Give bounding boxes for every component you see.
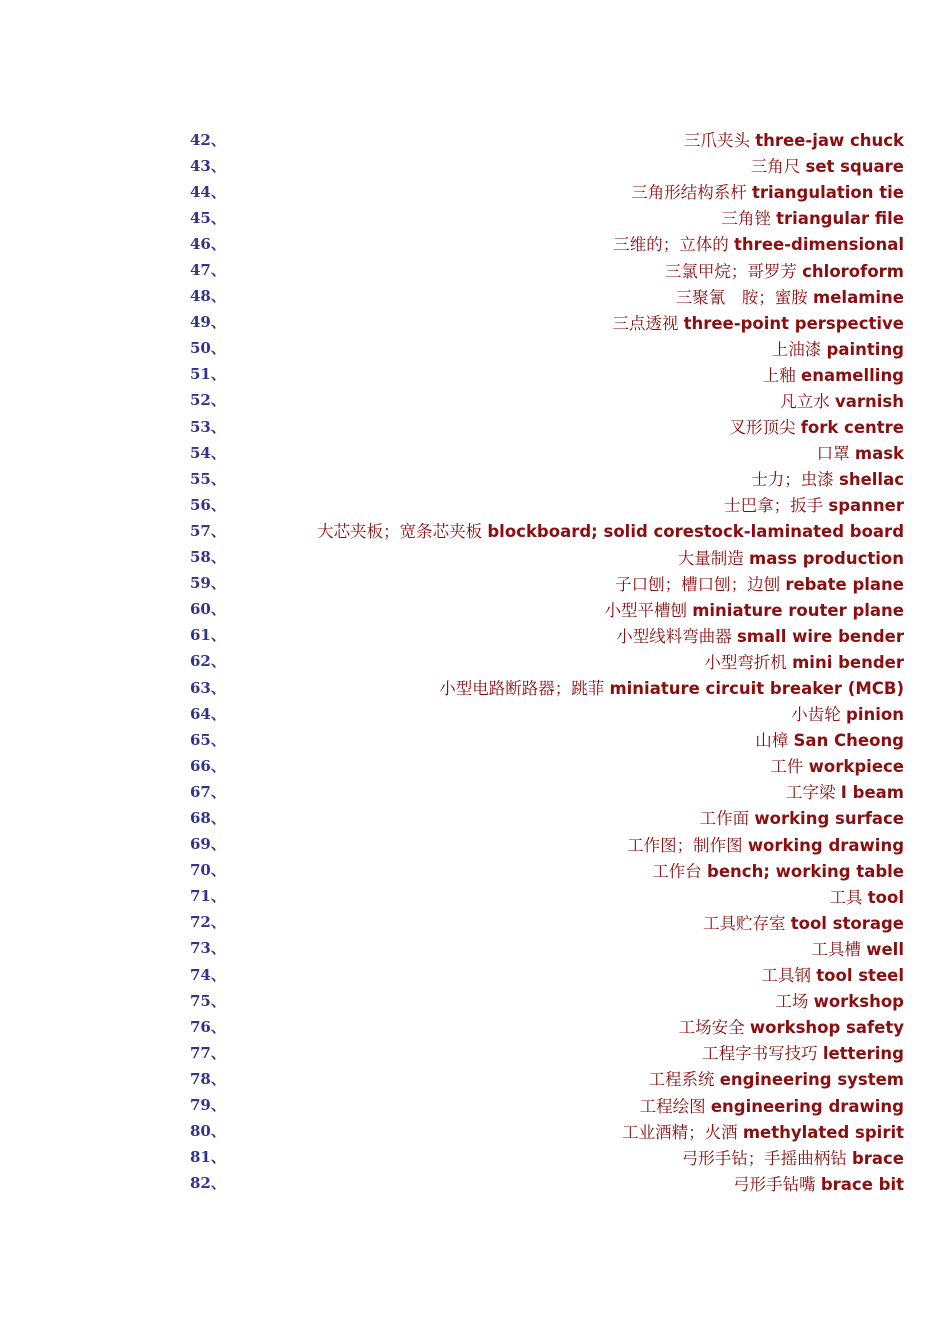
entry-number: 57、: [190, 521, 226, 540]
entry-number: 73、: [190, 939, 226, 958]
term-english: I beam: [840, 783, 904, 803]
entry-term: [260, 597, 904, 621]
entry-term: [260, 936, 904, 960]
term-english: miniature router plane: [692, 600, 904, 620]
term-chinese: 口罩: [816, 444, 850, 464]
entry-number: 74、: [190, 965, 226, 984]
entry-term: [260, 362, 904, 386]
entry-number: 44、: [190, 182, 226, 201]
entry-number: 62、: [190, 652, 226, 671]
term-chinese: 士力；虫漆: [751, 470, 834, 490]
glossary-row: [190, 778, 904, 804]
glossary-row: [190, 544, 904, 570]
entry-number: 43、: [190, 156, 226, 175]
term-english: miniature circuit breaker (MCB): [609, 679, 904, 699]
glossary-row: [190, 178, 904, 204]
glossary-row: [190, 517, 904, 543]
glossary-row: [190, 570, 904, 596]
entry-number: 75、: [190, 991, 226, 1010]
term-english: well: [866, 939, 904, 959]
glossary-row: [190, 883, 904, 909]
term-english: pinion: [846, 705, 904, 725]
entry-number: 49、: [190, 313, 226, 332]
glossary-row: [190, 230, 904, 256]
glossary-row: [190, 857, 904, 883]
term-english: mass production: [749, 548, 904, 568]
term-english: workpiece: [808, 757, 904, 777]
glossary-row: [190, 1091, 904, 1117]
term-chinese: 工具钢: [761, 966, 812, 986]
entry-term: [260, 1145, 904, 1169]
entry-term: [260, 649, 904, 673]
term-chinese: 小型弯折机: [704, 652, 787, 672]
term-chinese: 三角尺: [750, 157, 801, 177]
entry-number: 53、: [190, 417, 226, 436]
term-english: triangular file: [776, 209, 904, 229]
glossary-row: [190, 674, 904, 700]
glossary-row: [190, 309, 904, 335]
glossary-row: [190, 361, 904, 387]
glossary-row: [190, 1170, 904, 1196]
term-chinese: 三爪夹头: [683, 131, 750, 151]
glossary-row: [190, 961, 904, 987]
term-chinese: 三维的；立体的: [613, 235, 729, 255]
glossary-row: [190, 935, 904, 961]
entry-term: [260, 231, 904, 255]
glossary-row: [190, 726, 904, 752]
term-chinese: 工场: [775, 992, 809, 1012]
entry-number: 68、: [190, 808, 226, 827]
term-chinese: 工件: [770, 757, 804, 777]
term-chinese: 三角锉: [721, 209, 771, 229]
entry-number: 46、: [190, 234, 226, 253]
term-english: enamelling: [801, 365, 904, 385]
term-english: rebate plane: [785, 574, 904, 594]
glossary-row: [190, 804, 904, 830]
entry-number: 54、: [190, 443, 226, 462]
entry-term: [260, 571, 904, 595]
entry-number: 48、: [190, 287, 226, 306]
entry-number: 47、: [190, 261, 226, 280]
glossary-row: [190, 335, 904, 361]
term-english: engineering drawing: [710, 1096, 904, 1116]
entry-term: [260, 858, 904, 882]
entry-term: [260, 1066, 904, 1090]
term-chinese: 工场安全: [678, 1018, 745, 1038]
entry-term: [260, 1171, 904, 1195]
entry-term: [260, 1119, 904, 1143]
entry-term: [260, 284, 904, 308]
term-english: tool steel: [816, 966, 904, 986]
entry-number: 65、: [190, 730, 226, 749]
entry-term: [260, 962, 904, 986]
entry-term: [260, 1014, 904, 1038]
term-english: triangulation tie: [751, 183, 904, 203]
term-chinese: 工字梁: [786, 783, 836, 803]
term-chinese: 三角形结构系杆: [631, 183, 747, 203]
entry-number: 58、: [190, 548, 226, 567]
glossary-row: [190, 204, 904, 230]
entry-term: [260, 466, 904, 490]
entry-term: [260, 884, 904, 908]
entry-number: 71、: [190, 887, 226, 906]
glossary-row: [190, 1144, 904, 1170]
entry-term: [260, 727, 904, 751]
glossary-row: [190, 1039, 904, 1065]
term-english: workshop safety: [749, 1018, 904, 1038]
entry-number: 45、: [190, 208, 226, 227]
term-chinese: 工程字书写技巧: [702, 1044, 818, 1064]
entry-term: [260, 179, 904, 203]
term-english: engineering system: [719, 1070, 904, 1090]
term-chinese: 工具槽: [811, 939, 861, 959]
entry-number: 51、: [190, 365, 226, 384]
term-english: spanner: [828, 496, 904, 516]
term-chinese: 工作台: [652, 861, 702, 881]
term-chinese: 子口刨；槽口刨；边刨: [615, 574, 781, 594]
entry-term: [260, 310, 904, 334]
glossary-row: [190, 909, 904, 935]
entry-number: 76、: [190, 1017, 226, 1036]
glossary-row: [190, 256, 904, 282]
term-english: tool: [867, 887, 904, 907]
entry-number: 82、: [190, 1174, 226, 1193]
term-chinese: 大芯夹板；宽条芯夹板: [317, 522, 483, 542]
entry-term: [260, 675, 904, 699]
entry-term: [260, 1093, 904, 1117]
entry-number: 59、: [190, 574, 226, 593]
entry-number: 64、: [190, 704, 226, 723]
term-chinese: 三氯甲烷；哥罗芳: [664, 261, 797, 281]
term-english: shellac: [839, 470, 904, 490]
term-chinese: 小型电路断路器；跳菲: [439, 679, 605, 699]
term-chinese: 凡立水: [780, 391, 830, 411]
glossary-row: [190, 1013, 904, 1039]
term-english: working drawing: [747, 835, 904, 855]
entry-number: 77、: [190, 1043, 226, 1062]
glossary-list: [190, 126, 904, 1196]
entry-term: [260, 545, 904, 569]
term-english: bench; working table: [707, 861, 904, 881]
term-english: three-dimensional: [734, 235, 904, 255]
entry-term: [260, 258, 904, 282]
term-chinese: 士巴拿；扳手: [724, 496, 824, 516]
term-chinese: 工程绘图: [639, 1096, 706, 1116]
entry-number: 72、: [190, 913, 226, 932]
glossary-row: [190, 831, 904, 857]
term-english: San Cheong: [793, 731, 904, 751]
term-english: working surface: [754, 809, 904, 829]
entry-number: 60、: [190, 600, 226, 619]
term-chinese: 小型平槽刨: [604, 600, 687, 620]
term-english: brace: [851, 1148, 904, 1168]
entry-number: 56、: [190, 495, 226, 514]
glossary-row: [190, 126, 904, 152]
term-english: set square: [805, 157, 904, 177]
entry-number: 50、: [190, 339, 226, 358]
term-english: three-point perspective: [683, 313, 904, 333]
entry-term: [260, 127, 904, 151]
term-english: blockboard; solid corestock-laminated board: [487, 522, 904, 542]
entry-number: 42、: [190, 130, 226, 149]
entry-number: 79、: [190, 1096, 226, 1115]
glossary-row: [190, 648, 904, 674]
glossary-row: [190, 413, 904, 439]
term-chinese: 工具: [829, 887, 863, 907]
term-chinese: 小型线料弯曲器: [616, 626, 732, 646]
entry-term: [260, 440, 904, 464]
term-english: lettering: [822, 1044, 904, 1064]
entry-number: 61、: [190, 626, 226, 645]
entry-number: 55、: [190, 469, 226, 488]
entry-term: [260, 336, 904, 360]
glossary-row: [190, 465, 904, 491]
entry-number: 78、: [190, 1069, 226, 1088]
entry-number: 81、: [190, 1148, 226, 1167]
term-english: fork centre: [800, 418, 904, 438]
entry-number: 69、: [190, 835, 226, 854]
entry-term: [260, 623, 904, 647]
glossary-row: [190, 1065, 904, 1091]
term-english: workshop: [813, 992, 904, 1012]
term-chinese: 弓形手钻；手摇曲柄钻: [681, 1148, 847, 1168]
entry-term: [260, 518, 904, 542]
term-chinese: 工作图；制作图: [627, 835, 743, 855]
glossary-row: [190, 596, 904, 622]
entry-number: 80、: [190, 1122, 226, 1141]
entry-number: 70、: [190, 861, 226, 880]
term-chinese: 工业酒精；火酒: [622, 1122, 738, 1142]
entry-term: [260, 753, 904, 777]
term-chinese: 工具贮存室: [702, 913, 786, 933]
term-chinese: 叉形顶尖: [729, 418, 796, 438]
entry-term: [260, 779, 904, 803]
term-english: chloroform: [802, 261, 904, 281]
entry-number: 52、: [190, 391, 226, 410]
term-chinese: 三点透视: [612, 313, 679, 333]
entry-term: [260, 205, 904, 229]
entry-term: [260, 153, 904, 177]
entry-term: [260, 1040, 904, 1064]
term-chinese: 大量制造: [677, 548, 744, 568]
entry-term: [260, 988, 904, 1012]
term-english: painting: [826, 339, 904, 359]
term-chinese: 小齿轮: [791, 705, 841, 725]
term-english: melamine: [813, 287, 904, 307]
term-chinese: 山樟: [755, 731, 789, 751]
glossary-row: [190, 752, 904, 778]
term-chinese: 弓形手钻嘴: [733, 1174, 816, 1194]
term-english: brace bit: [820, 1174, 904, 1194]
glossary-row: [190, 283, 904, 309]
glossary-row: [190, 987, 904, 1013]
entry-term: [260, 414, 904, 438]
term-english: three-jaw chuck: [755, 131, 904, 151]
term-chinese: 三聚氰 胺；蜜胺: [675, 287, 808, 307]
term-chinese: 上釉: [762, 365, 796, 385]
term-english: tool storage: [790, 913, 904, 933]
glossary-row: [190, 700, 904, 726]
entry-number: 67、: [190, 782, 226, 801]
term-english: mini bender: [792, 652, 904, 672]
entry-term: [260, 805, 904, 829]
term-chinese: 工程系统: [648, 1070, 715, 1090]
entry-number: 66、: [190, 756, 226, 775]
entry-term: [260, 832, 904, 856]
entry-term: [260, 388, 904, 412]
glossary-row: [190, 387, 904, 413]
entry-term: [260, 701, 904, 725]
glossary-row: [190, 439, 904, 465]
glossary-row: [190, 152, 904, 178]
term-chinese: 上油漆: [771, 339, 822, 359]
term-english: small wire bender: [736, 626, 904, 646]
entry-number: 63、: [190, 678, 226, 697]
term-chinese: 工作面: [699, 809, 750, 829]
glossary-row: [190, 491, 904, 517]
term-english: methylated spirit: [742, 1122, 904, 1142]
term-english: mask: [854, 444, 904, 464]
entry-term: [260, 910, 904, 934]
term-english: varnish: [835, 391, 904, 411]
entry-term: [260, 492, 904, 516]
glossary-row: [190, 1118, 904, 1144]
glossary-row: [190, 622, 904, 648]
